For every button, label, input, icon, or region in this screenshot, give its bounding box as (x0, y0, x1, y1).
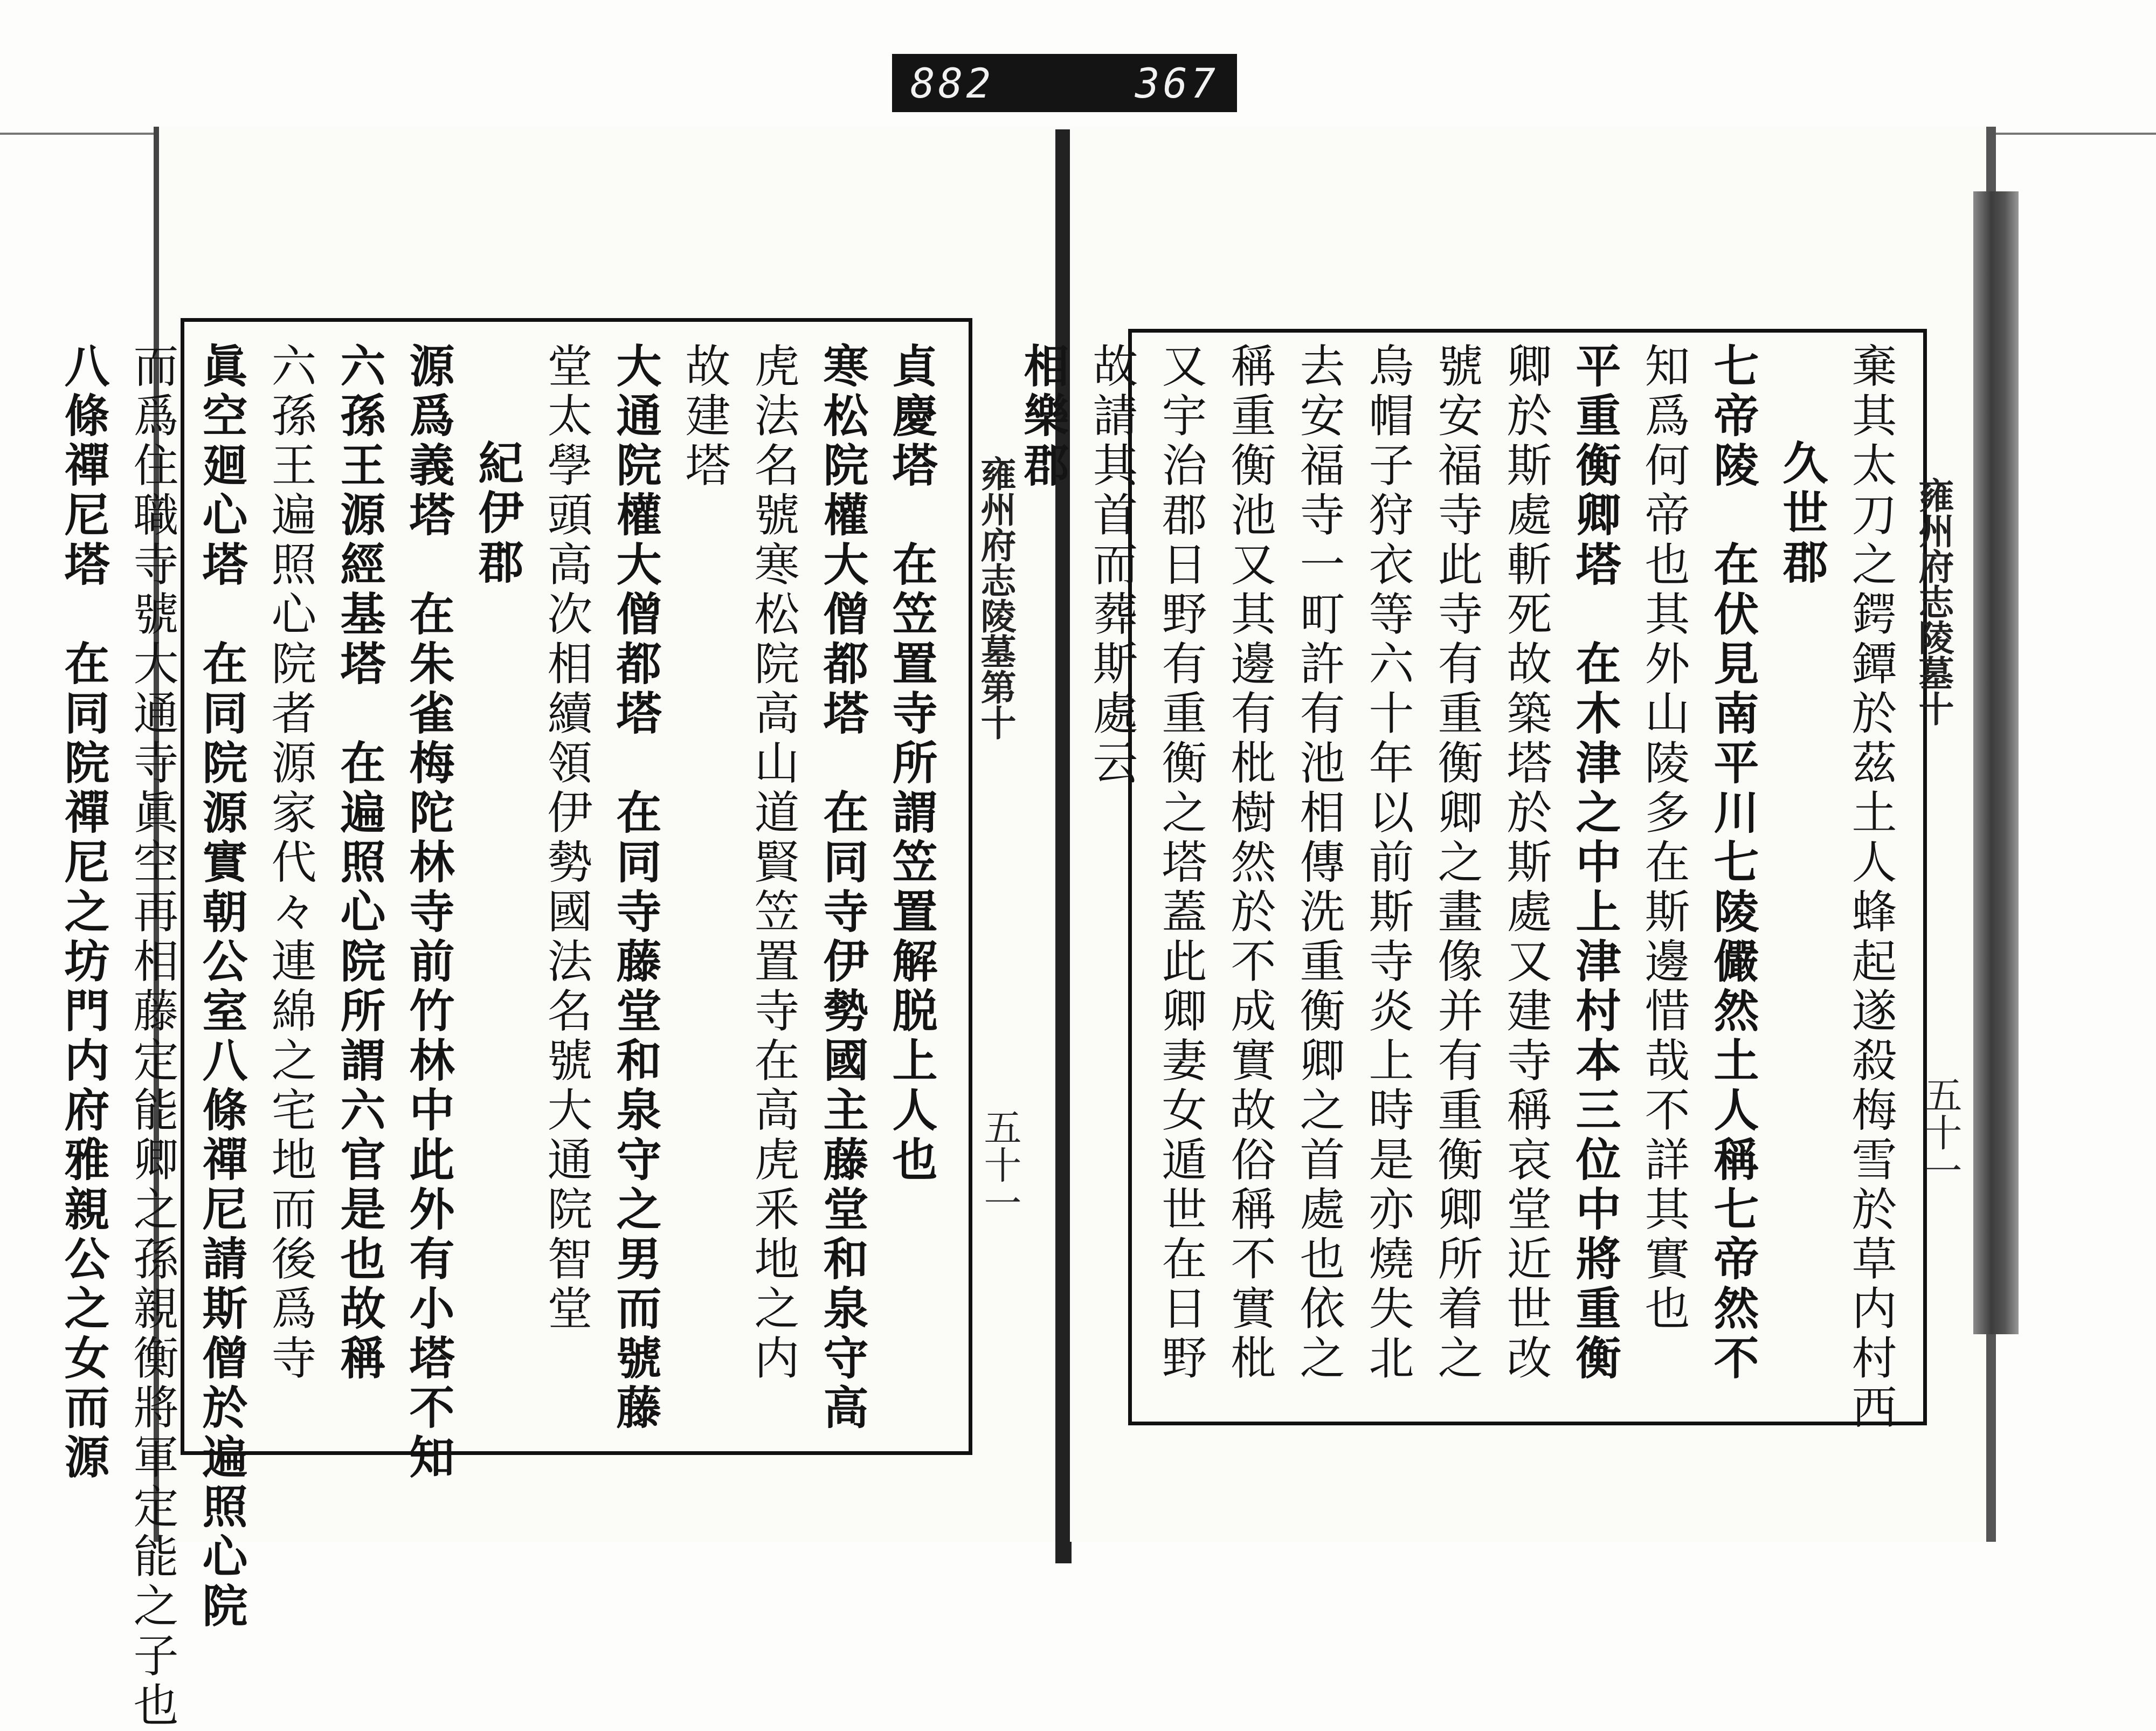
text-column: 故請其首而葬斯處云 (1086, 342, 1138, 789)
text-column: 去安福寺一町許有池相傳洗重衡卿之首處也依之 (1293, 342, 1345, 1384)
text-column: 寒松院權大僧都塔 在同寺伊勢國主藤堂和泉守高 (816, 342, 869, 1433)
text-column: 六孫王遍照心院者源家代々連綿之宅地而後爲寺 (264, 342, 317, 1384)
right-page (1017, 127, 1996, 1542)
text-column: 六孫王源經基塔 在遍照心院所謂六官是也故稱 (333, 342, 386, 1384)
text-column: 知爲何帝也其外山陵多在斯邊惜哉不詳其實也 (1637, 342, 1690, 1334)
text-column: 眞空廻心塔 在同院源實朝公室八條禪尼請斯僧於遍照心院 (195, 342, 248, 1632)
catalog-number-left: 882 (910, 59, 994, 107)
district-heading: 久世郡 (1775, 439, 1829, 588)
left-page (57, 127, 1065, 1731)
text-column: 稱重衡池又其邊有枇樹然於不成實故俗稱不實枇 (1224, 342, 1276, 1384)
text-column: 卿於斯處斬死故築塔於斯處又建寺稱哀堂近世改 (1499, 342, 1552, 1384)
text-column: 堂太學頭高次相續領伊勢國法名號大通院智堂 (540, 342, 593, 1334)
district-heading: 紀伊郡 (471, 439, 524, 588)
text-column: 號安福寺此寺有重衡卿之畫像并有重衡卿所着之 (1431, 342, 1483, 1384)
left-page-margin-title: 雍州府志陵墓第十 (975, 456, 1017, 740)
text-column: 源爲義塔 在朱雀梅陀林寺前竹林中此外有小塔不知 (402, 342, 455, 1483)
text-column: 棄其太刀之鍔鐔於茲土人蜂起遂殺梅雪於草内村西 (1844, 342, 1897, 1433)
book-spine-edge (1973, 191, 2019, 1334)
text-column: 虎法名號寒松院高山道賢笠置寺在高虎釆地之内 (747, 342, 800, 1384)
text-column: 八條禪尼塔 在同院禪尼之坊門内府雅親公之女而源 (57, 342, 110, 1483)
right-page-margin-title: 雍州府志陵墓十 (1912, 477, 1954, 726)
text-column: 故建塔 (678, 342, 731, 491)
text-column: 貞慶塔 在笠置寺所謂笠置解脱上人也 (885, 342, 938, 1185)
text-column: 烏帽子狩衣等六十年以前斯寺炎上時是亦燒失北 (1362, 342, 1414, 1384)
catalog-number-right: 367 (1135, 59, 1219, 107)
catalog-number-label (892, 54, 1237, 112)
text-column: 又宇治郡日野有重衡之塔蓋此卿妻女遁世在日野 (1155, 342, 1207, 1384)
text-column: 平重衡卿塔 在木津之中上津村本三位中將重衡 (1568, 342, 1622, 1384)
text-column: 而爲住職寺號大通寺眞空再相藤定能卿之孫親衡將軍定能之子也 (126, 342, 179, 1731)
left-page-folio: 五十一 (978, 1108, 1022, 1221)
right-page-folio: 五十一 (1918, 1075, 1962, 1189)
right-page-text (1017, 342, 1905, 1433)
left-page-text (57, 342, 946, 1731)
text-column: 七帝陵 在伏見南平川七陵儼然土人稱七帝然不 (1706, 342, 1760, 1384)
district-heading: 相樂郡 (1017, 342, 1070, 491)
text-column: 大通院權大僧都塔 在同寺藤堂和泉守之男而號藤 (609, 342, 662, 1433)
